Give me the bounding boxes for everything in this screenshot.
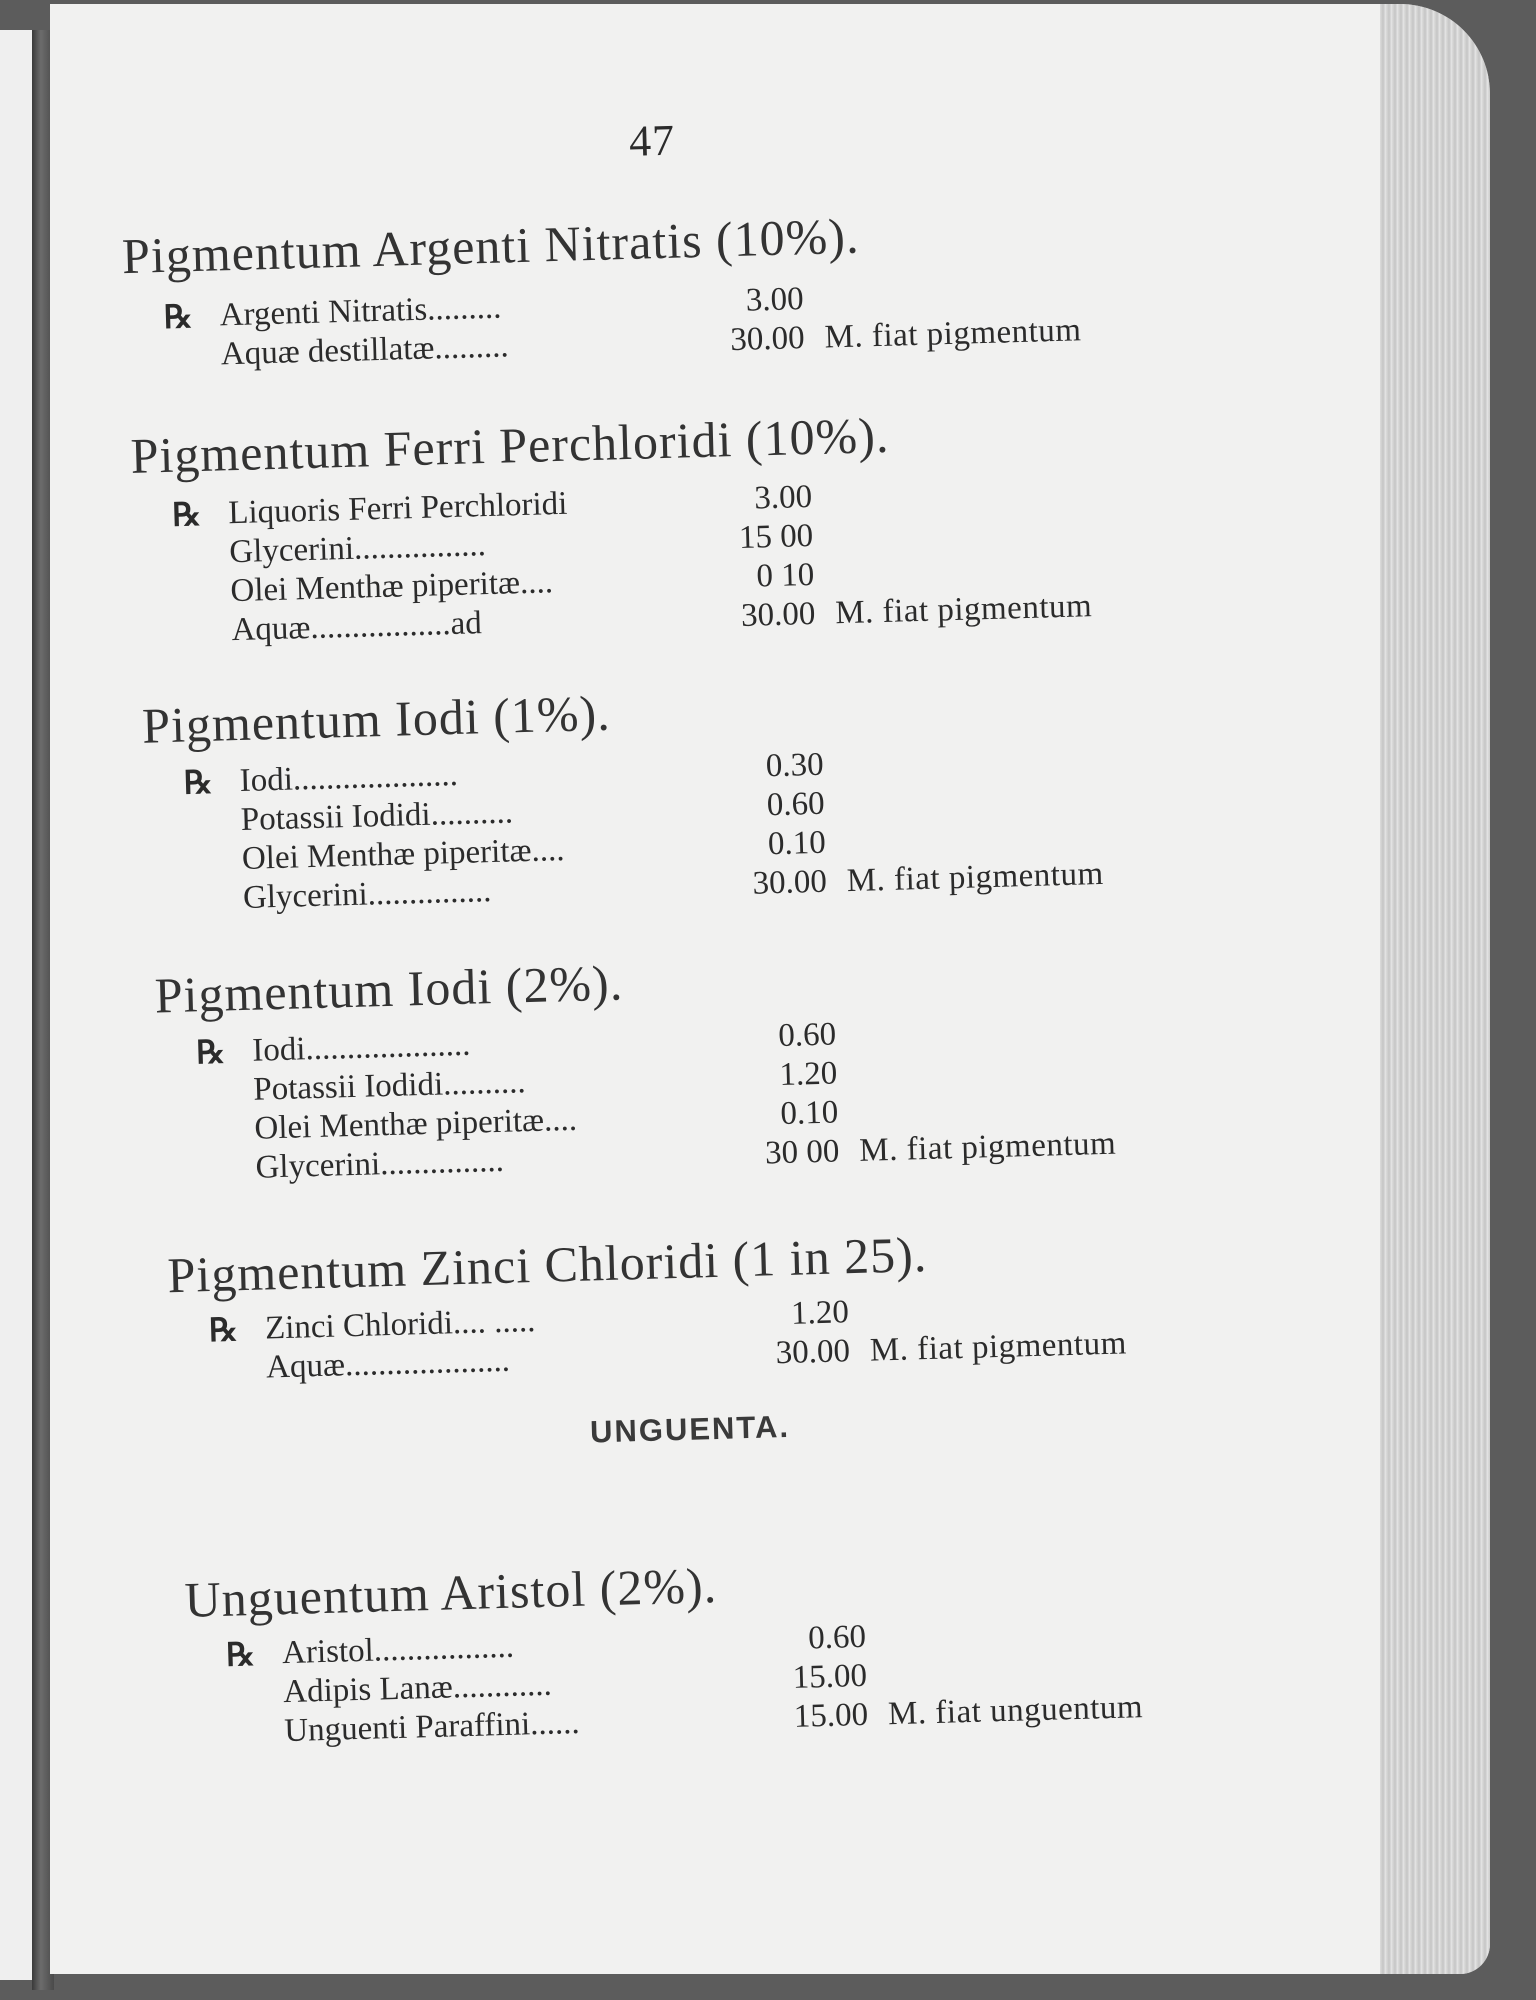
ingredient-name: Argenti Nitratis.........: [219, 289, 502, 334]
recipe-title: Pigmentum Ferri Perchloridi (10%).: [129, 406, 891, 484]
ingredient-quantity: 1.20: [790, 1294, 850, 1332]
ingredient-name: Glycerini...............: [242, 873, 492, 916]
ingredient-name: Zinci Chloridi.... .....: [264, 1302, 536, 1347]
ingredient-quantity: 15.00: [792, 1657, 868, 1696]
page-number: 47: [628, 115, 676, 166]
recipe-title: Pigmentum Iodi (2%).: [153, 954, 624, 1024]
ingredient-name: Potassii Iodidi..........: [240, 794, 514, 838]
ingredient-note: M. fiat pigmentum: [846, 855, 1105, 900]
ingredient-note: M. fiat unguentum: [887, 1689, 1144, 1733]
ingredient-quantity: 1.20: [778, 1055, 838, 1094]
recipe-title: Pigmentum Zinci Chloridi (1 in 25).: [166, 1226, 928, 1304]
ingredient-quantity: 30 00: [764, 1133, 840, 1172]
ingredient-name: Aquæ destillatæ.........: [220, 328, 510, 373]
recipe-pigmentum-ferri-perchloridi: [130, 395, 1286, 653]
ingredient-name: Olei Menthæ piperitæ....: [229, 564, 554, 610]
ingredient-quantity: 0 10: [756, 556, 815, 595]
rx-symbol: ℞: [225, 1635, 256, 1673]
ingredient-note: M. fiat pigmentum: [869, 1325, 1128, 1369]
ingredient-quantity: 30.00: [775, 1333, 851, 1372]
recipe-title: Unguentum Aristol (2%).: [183, 1557, 718, 1628]
ingredient-quantity: 30.00: [752, 863, 828, 902]
rx-symbol: ℞: [171, 495, 202, 533]
recipe-title: Pigmentum Argenti Nitratis (10%).: [121, 207, 861, 285]
previous-page-edge: [0, 30, 32, 1980]
ingredient-quantity: 0.30: [765, 746, 825, 785]
ingredient-note: M. fiat pigmentum: [824, 312, 1082, 356]
ingredient-quantity: 30.00: [729, 320, 806, 359]
ingredient-name: Unguenti Paraffini......: [283, 1704, 581, 1750]
ingredient-name: Aristol.................: [281, 1628, 515, 1672]
ingredient-quantity: 0.10: [767, 824, 827, 863]
ingredient-quantity: 0.10: [780, 1094, 839, 1133]
ingredient-quantity: 3.00: [753, 478, 813, 517]
ingredient-note: M. fiat pigmentum: [858, 1125, 1117, 1169]
ingredient-quantity: 30.00: [740, 595, 816, 634]
ingredient-name: Liquoris Ferri Perchloridi: [227, 485, 568, 532]
recipe-pigmentum-zinci-chloridi: [167, 1214, 1321, 1390]
book-page: [50, 4, 1490, 1974]
recipe-pigmentum-iodi-1: [141, 665, 1297, 921]
section-heading-unguenta: UNGUENTA.: [589, 1408, 791, 1450]
ingredient-name: Aquæ.................ad: [231, 605, 483, 649]
ingredient-name: Adipis Lanæ............: [282, 1666, 553, 1711]
rx-symbol: ℞: [163, 298, 193, 335]
recipe-title: Pigmentum Iodi (1%).: [141, 684, 612, 754]
ingredient-name: Iodi....................: [251, 1026, 471, 1069]
ingredient-note: M. fiat pigmentum: [834, 588, 1093, 632]
ingredient-quantity: 3.00: [745, 281, 805, 319]
ingredient-name: Glycerini...............: [255, 1142, 505, 1186]
ingredient-name: Glycerini................: [228, 527, 487, 571]
ingredient-quantity: 15 00: [738, 517, 814, 556]
ingredient-name: Olei Menthæ piperitæ....: [253, 1101, 578, 1147]
rx-symbol: ℞: [183, 763, 213, 801]
ingredient-name: Potassii Iodidi..........: [252, 1064, 527, 1108]
recipe-pigmentum-argenti-nitratis: [121, 195, 1275, 377]
ingredient-quantity: 0.60: [807, 1618, 867, 1657]
ingredient-quantity: 0.60: [766, 785, 826, 824]
recipe-unguentum-aristol: [184, 1539, 1339, 1754]
rx-symbol: ℞: [195, 1033, 226, 1071]
ingredient-name: Iodi....................: [239, 756, 459, 799]
ingredient-name: Aquæ....................: [265, 1342, 511, 1386]
rx-symbol: ℞: [208, 1311, 239, 1349]
ingredient-quantity: 0.60: [777, 1016, 837, 1055]
recipe-pigmentum-iodi-2: [154, 934, 1310, 1190]
ingredient-name: Olei Menthæ piperitæ....: [241, 831, 565, 877]
page-text-block: [50, 4, 1490, 1973]
ingredient-quantity: 15.00: [793, 1696, 869, 1735]
